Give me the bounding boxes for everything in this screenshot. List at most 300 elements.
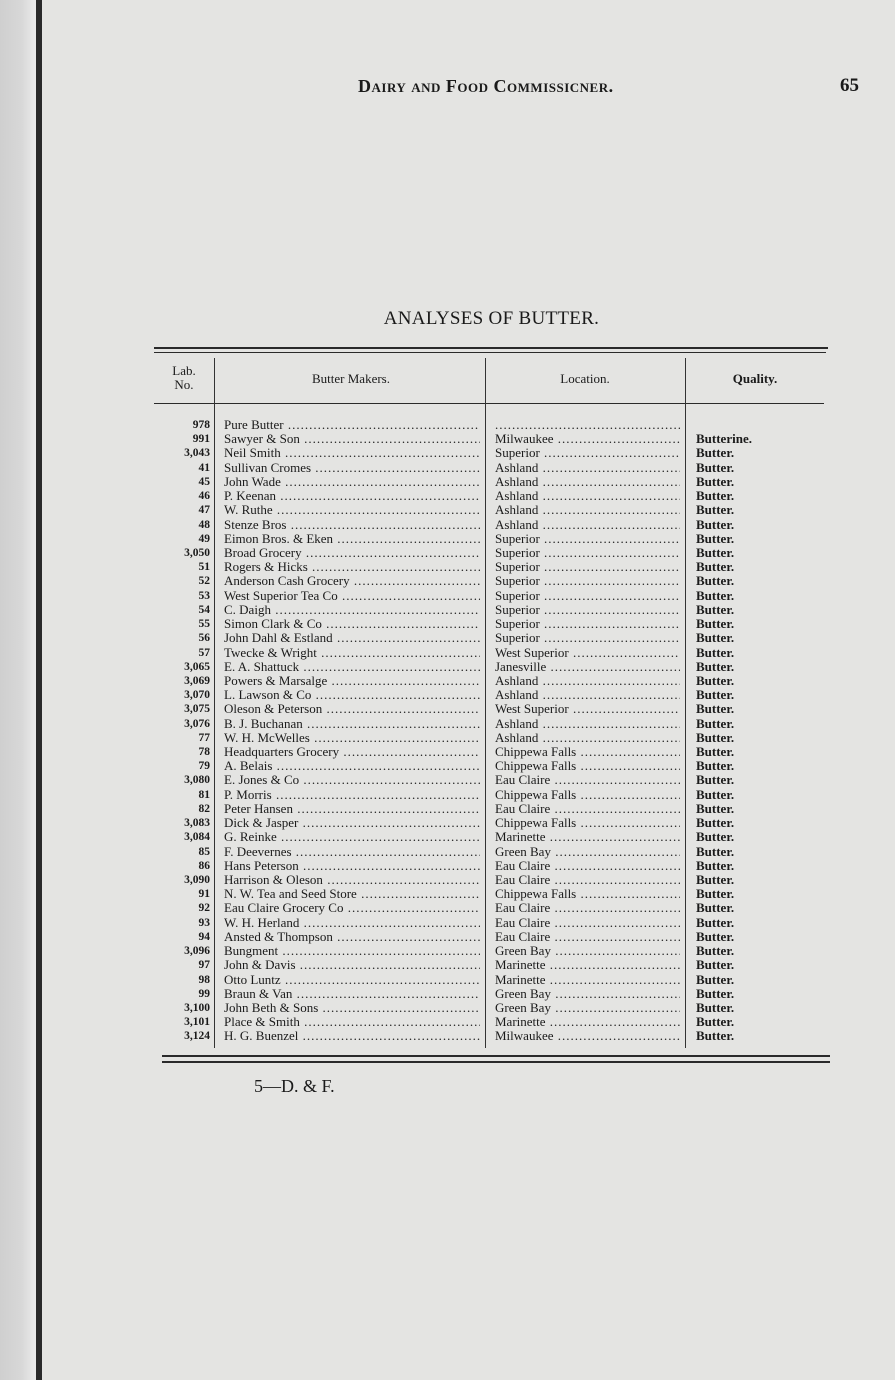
butter-maker-text: Otto Luntz bbox=[224, 972, 281, 987]
butter-maker-cell bbox=[224, 532, 480, 546]
butter-maker-text: Broad Grocery bbox=[224, 545, 302, 560]
location-text: Green Bay bbox=[495, 986, 551, 1001]
column-header-location: Location. bbox=[560, 371, 610, 386]
table-row bbox=[150, 702, 830, 716]
butter-maker-text: John Wade bbox=[224, 474, 281, 489]
location-cell bbox=[495, 475, 680, 489]
butter-maker-text: Headquarters Grocery bbox=[224, 745, 340, 760]
quality-cell: Butter. bbox=[696, 758, 735, 774]
butter-maker-cell bbox=[224, 887, 480, 901]
column-header-lab-no-text: Lab. No. bbox=[172, 363, 196, 392]
lab-number-cell: 3,090 bbox=[184, 874, 210, 886]
butter-maker-text: Oleson & Peterson bbox=[224, 702, 323, 717]
quality-cell: Butter. bbox=[696, 744, 735, 760]
butter-maker-text: F. Deevernes bbox=[224, 844, 292, 859]
quality-cell: Butter. bbox=[696, 488, 735, 504]
butter-maker-cell bbox=[224, 973, 480, 987]
header-bottom-rule bbox=[154, 403, 824, 404]
butter-maker-text: John & Davis bbox=[224, 958, 296, 973]
lab-number-cell: 3,043 bbox=[184, 447, 210, 460]
location-cell bbox=[495, 873, 680, 887]
location-cell bbox=[495, 745, 680, 759]
quality-cell: Butter. bbox=[696, 971, 735, 987]
location-cell bbox=[495, 930, 680, 944]
location-text: Superior bbox=[495, 631, 540, 646]
location-cell bbox=[495, 773, 680, 787]
table-row bbox=[150, 1015, 830, 1029]
lab-number-cell: 3,075 bbox=[184, 703, 210, 716]
table-row bbox=[150, 461, 830, 475]
table-row bbox=[150, 802, 830, 816]
butter-maker-text: Pure Butter bbox=[224, 418, 284, 432]
lab-number-cell: 3,084 bbox=[184, 831, 210, 844]
location-text: Marinette bbox=[495, 830, 546, 845]
butter-maker-text: Dick & Jasper bbox=[224, 816, 299, 831]
quality-cell: Butter. bbox=[696, 658, 735, 674]
butter-maker-cell bbox=[224, 873, 480, 887]
location-cell bbox=[495, 1015, 680, 1029]
table-top-rule-thin bbox=[154, 352, 826, 353]
table-row bbox=[150, 859, 830, 873]
table-row bbox=[150, 674, 830, 688]
location-text: Ashland bbox=[495, 517, 539, 532]
butter-maker-cell bbox=[224, 446, 480, 460]
page-number: 65 bbox=[840, 75, 859, 96]
butter-maker-cell bbox=[224, 916, 480, 930]
location-cell bbox=[495, 1029, 680, 1043]
location-cell bbox=[495, 532, 680, 546]
butter-maker-text: West Superior Tea Co bbox=[224, 588, 338, 603]
butter-maker-text: Peter Hansen bbox=[224, 801, 293, 816]
location-cell bbox=[495, 731, 680, 745]
quality-cell: Butter. bbox=[696, 772, 735, 788]
butter-maker-cell bbox=[224, 418, 480, 432]
table-row bbox=[150, 944, 830, 958]
lab-number-cell: 41 bbox=[198, 461, 210, 474]
butter-maker-cell bbox=[224, 702, 480, 716]
butter-maker-text: W. H. Herland bbox=[224, 915, 300, 930]
location-text: Ashland bbox=[495, 460, 539, 475]
location-text: Eau Claire bbox=[495, 873, 551, 887]
butter-maker-cell bbox=[224, 773, 480, 787]
table-row bbox=[150, 532, 830, 546]
butter-maker-text: Simon Clark & Co bbox=[224, 617, 322, 632]
location-text: Ashland bbox=[495, 474, 539, 489]
location-cell bbox=[495, 674, 680, 688]
table-top-rule bbox=[154, 347, 828, 349]
location-cell bbox=[495, 887, 680, 901]
butter-maker-text: Bungment bbox=[224, 944, 279, 959]
location-cell bbox=[495, 503, 680, 517]
lab-number-cell: 77 bbox=[198, 731, 210, 744]
butter-maker-cell bbox=[224, 489, 480, 503]
quality-cell: Butter. bbox=[696, 601, 735, 617]
butter-maker-cell bbox=[224, 589, 480, 603]
lab-number-cell: 3,050 bbox=[184, 546, 210, 559]
table-row bbox=[150, 759, 830, 773]
quality-cell: Butter. bbox=[696, 999, 735, 1015]
lab-number-cell: 3,100 bbox=[184, 1001, 210, 1014]
table-row bbox=[150, 1029, 830, 1043]
table-row bbox=[150, 518, 830, 532]
butter-maker-cell bbox=[224, 503, 480, 517]
quality-cell: Butter. bbox=[696, 715, 735, 731]
butter-maker-cell bbox=[224, 688, 480, 702]
butter-maker-cell bbox=[224, 546, 480, 560]
butter-maker-text: Sawyer & Son bbox=[224, 432, 300, 447]
table-row bbox=[150, 432, 830, 446]
lab-number-cell: 48 bbox=[198, 518, 210, 531]
butter-maker-cell bbox=[224, 674, 480, 688]
location-cell bbox=[495, 589, 680, 603]
table-row bbox=[150, 916, 830, 930]
table-row bbox=[150, 603, 830, 617]
location-text: Green Bay bbox=[495, 1000, 551, 1015]
quality-cell: Butter. bbox=[696, 886, 735, 902]
column-header-quality: Quality. bbox=[732, 371, 778, 386]
location-text: Ashland bbox=[495, 730, 539, 745]
location-cell bbox=[495, 660, 680, 674]
lab-number-cell: 53 bbox=[198, 589, 210, 602]
location-cell bbox=[495, 973, 680, 987]
location-text: Superior bbox=[495, 531, 540, 546]
location-text: Superior bbox=[495, 588, 540, 603]
location-text: Superior bbox=[495, 545, 540, 560]
lab-number-cell: 46 bbox=[198, 490, 210, 503]
butter-maker-text: W. Ruthe bbox=[224, 503, 273, 518]
quality-cell: Butter. bbox=[696, 672, 735, 688]
quality-cell: Butter. bbox=[696, 544, 735, 560]
lab-number-cell: 82 bbox=[198, 802, 210, 815]
butter-maker-text: Ansted & Thompson bbox=[224, 929, 333, 944]
table-row bbox=[150, 930, 830, 944]
butter-maker-text: E. Jones & Co bbox=[224, 773, 300, 788]
table-row bbox=[150, 688, 830, 702]
quality-cell: Butter. bbox=[696, 630, 735, 646]
location-cell bbox=[495, 901, 680, 915]
quality-cell: Butter. bbox=[696, 573, 735, 589]
location-cell bbox=[495, 631, 680, 645]
butter-maker-cell bbox=[224, 745, 480, 759]
location-text: Chippewa Falls bbox=[495, 787, 577, 802]
quality-cell: Butter. bbox=[696, 872, 735, 887]
location-cell bbox=[495, 702, 680, 716]
table-row bbox=[150, 973, 830, 987]
quality-cell: Butter. bbox=[696, 559, 735, 575]
butter-maker-text: E. A. Shattuck bbox=[224, 659, 300, 674]
lab-number-cell: 91 bbox=[198, 888, 210, 901]
location-text: Janesville bbox=[495, 659, 547, 674]
butter-maker-text: Powers & Marsalge bbox=[224, 673, 328, 688]
location-text: West Superior bbox=[495, 702, 569, 717]
location-cell bbox=[495, 759, 680, 773]
butter-maker-text: Neil Smith bbox=[224, 446, 281, 461]
quality-cell: Butter. bbox=[696, 729, 735, 745]
lab-number-cell: 92 bbox=[198, 902, 210, 915]
quality-cell: Butter. bbox=[696, 815, 735, 831]
location-text: Eau Claire bbox=[495, 773, 551, 788]
lab-number-cell: 47 bbox=[198, 504, 210, 517]
quality-cell: Butterine. bbox=[696, 431, 752, 447]
table-row bbox=[150, 987, 830, 1001]
lab-number-cell: 3,069 bbox=[184, 674, 210, 687]
lab-number-cell: 3,101 bbox=[184, 1016, 210, 1029]
location-text: Superior bbox=[495, 446, 540, 461]
location-text: Green Bay bbox=[495, 844, 551, 859]
butter-maker-text: L. Lawson & Co bbox=[224, 688, 312, 703]
location-cell bbox=[495, 944, 680, 958]
butter-maker-text: John Dahl & Estland bbox=[224, 631, 333, 646]
butter-maker-cell bbox=[224, 816, 480, 830]
location-text: Milwaukee bbox=[495, 432, 554, 447]
quality-cell: Butter. bbox=[696, 843, 735, 859]
butter-maker-cell bbox=[224, 717, 480, 731]
location-cell bbox=[495, 816, 680, 830]
location-cell bbox=[495, 489, 680, 503]
quality-cell: Butter. bbox=[696, 616, 735, 632]
location-cell bbox=[495, 717, 680, 731]
location-text: Eau Claire bbox=[495, 929, 551, 944]
location-text: Ashland bbox=[495, 673, 539, 688]
location-text: Chippewa Falls bbox=[495, 759, 577, 774]
butter-maker-text: C. Daigh bbox=[224, 602, 271, 617]
signature-mark: 5—D. & F. bbox=[254, 1076, 335, 1096]
butter-maker-cell bbox=[224, 830, 480, 844]
location-cell bbox=[495, 646, 680, 660]
butter-maker-cell bbox=[224, 944, 480, 958]
butter-maker-cell bbox=[224, 1029, 480, 1043]
location-cell bbox=[495, 461, 680, 475]
butter-maker-text: P. Keenan bbox=[224, 489, 276, 504]
butter-maker-cell bbox=[224, 660, 480, 674]
table-row bbox=[150, 745, 830, 759]
butter-maker-cell bbox=[224, 574, 480, 588]
butter-maker-cell bbox=[224, 1001, 480, 1015]
location-text: Eau Claire bbox=[495, 901, 551, 916]
butter-maker-text: Braun & Van bbox=[224, 986, 293, 1001]
butter-maker-cell bbox=[224, 901, 480, 915]
butter-maker-text: H. G. Buenzel bbox=[224, 1029, 299, 1044]
butter-maker-cell bbox=[224, 731, 480, 745]
butter-maker-cell bbox=[224, 845, 480, 859]
quality-cell: Butter. bbox=[696, 1028, 735, 1044]
running-head: Dairy and Food Commissicner. bbox=[358, 76, 614, 96]
quality-cell: Butter. bbox=[696, 985, 735, 1001]
table-row bbox=[150, 816, 830, 830]
lab-number-cell: 49 bbox=[198, 532, 210, 545]
lab-number-cell: 85 bbox=[198, 845, 210, 858]
lab-number-cell: 94 bbox=[198, 930, 210, 943]
quality-cell: Butter. bbox=[696, 445, 735, 461]
quality-cell: Butter. bbox=[696, 473, 735, 489]
butter-maker-text: B. J. Buchanan bbox=[224, 716, 303, 731]
butter-maker-text: N. W. Tea and Seed Store bbox=[224, 887, 357, 902]
column-header-maker: Butter Makers. bbox=[312, 371, 390, 386]
quality-cell: Butter. bbox=[696, 530, 735, 546]
location-text: Green Bay bbox=[495, 944, 551, 959]
quality-cell: Butter. bbox=[696, 502, 735, 518]
butter-maker-cell bbox=[224, 631, 480, 645]
location-text: Ashland bbox=[495, 503, 539, 518]
table-row bbox=[150, 503, 830, 517]
location-text: Eau Claire bbox=[495, 915, 551, 930]
lab-number-cell: 3,096 bbox=[184, 945, 210, 958]
butter-analyses-table bbox=[150, 418, 830, 1044]
butter-maker-text: A. Belais bbox=[224, 759, 273, 774]
butter-maker-text: John Beth & Sons bbox=[224, 1000, 319, 1015]
table-row bbox=[150, 901, 830, 915]
table-row bbox=[150, 589, 830, 603]
location-cell bbox=[495, 830, 680, 844]
lab-number-cell: 3,083 bbox=[184, 817, 210, 830]
location-text: Eau Claire bbox=[495, 858, 551, 873]
lab-number-cell: 57 bbox=[198, 646, 210, 659]
location-cell bbox=[495, 432, 680, 446]
table-row bbox=[150, 646, 830, 660]
lab-number-cell: 52 bbox=[198, 575, 210, 588]
table-row bbox=[150, 887, 830, 901]
table-row bbox=[150, 574, 830, 588]
location-text: Superior bbox=[495, 602, 540, 617]
lab-number-cell: 81 bbox=[198, 788, 210, 801]
location-cell bbox=[495, 574, 680, 588]
butter-maker-text: Rogers & Hicks bbox=[224, 560, 308, 575]
lab-number-cell: 93 bbox=[198, 916, 210, 929]
location-text: Chippewa Falls bbox=[495, 887, 577, 902]
table-row bbox=[150, 788, 830, 802]
butter-maker-cell bbox=[224, 802, 480, 816]
location-cell bbox=[495, 916, 680, 930]
location-cell bbox=[495, 617, 680, 631]
location-cell bbox=[495, 603, 680, 617]
lab-number-cell: 978 bbox=[192, 419, 210, 431]
quality-cell: Butter. bbox=[696, 701, 735, 717]
location-text: Superior bbox=[495, 560, 540, 575]
butter-maker-text: G. Reinke bbox=[224, 830, 277, 845]
butter-maker-text: Anderson Cash Grocery bbox=[224, 574, 350, 589]
location-text: Superior bbox=[495, 574, 540, 589]
butter-maker-cell bbox=[224, 617, 480, 631]
quality-cell: Butter. bbox=[696, 1014, 735, 1030]
butter-maker-cell bbox=[224, 475, 480, 489]
lab-number-cell: 99 bbox=[198, 987, 210, 1000]
butter-maker-cell bbox=[224, 560, 480, 574]
lab-number-cell: 3,065 bbox=[184, 660, 210, 673]
quality-cell: Butter. bbox=[696, 687, 735, 703]
table-title: ANALYSES OF BUTTER. bbox=[383, 308, 600, 329]
lab-number-cell: 78 bbox=[198, 746, 210, 759]
quality-cell: Butter. bbox=[696, 644, 735, 660]
butter-maker-cell bbox=[224, 432, 480, 446]
quality-cell: Butter. bbox=[696, 829, 735, 845]
lab-number-cell: 97 bbox=[198, 959, 210, 972]
table-row bbox=[150, 830, 830, 844]
quality-cell: Butter. bbox=[696, 900, 735, 916]
butter-maker-text: Stenze Bros bbox=[224, 517, 287, 532]
butter-maker-cell bbox=[224, 759, 480, 773]
location-text: Ashland bbox=[495, 716, 539, 731]
quality-cell: Butter. bbox=[696, 914, 735, 930]
quality-cell: Butter. bbox=[696, 943, 735, 959]
table-row bbox=[150, 717, 830, 731]
lab-number-cell: 3,080 bbox=[184, 774, 210, 787]
lab-number-cell: 79 bbox=[198, 760, 210, 773]
table-row bbox=[150, 958, 830, 972]
location-cell bbox=[495, 845, 680, 859]
butter-maker-cell bbox=[224, 646, 480, 660]
butter-maker-cell bbox=[224, 518, 480, 532]
butter-maker-text: Eimon Bros. & Eken bbox=[224, 531, 334, 546]
butter-maker-cell bbox=[224, 788, 480, 802]
location-text: Ashland bbox=[495, 489, 539, 504]
butter-maker-cell bbox=[224, 603, 480, 617]
table-row bbox=[150, 489, 830, 503]
location-cell bbox=[495, 987, 680, 1001]
quality-cell: Butter. bbox=[696, 587, 735, 603]
butter-maker-text: Harrison & Oleson bbox=[224, 873, 323, 887]
butter-maker-text: Twecke & Wright bbox=[224, 645, 317, 660]
location-cell bbox=[495, 560, 680, 574]
location-cell bbox=[495, 688, 680, 702]
location-text: Marinette bbox=[495, 972, 546, 987]
table-row bbox=[150, 418, 830, 432]
location-cell bbox=[495, 859, 680, 873]
butter-maker-cell bbox=[224, 987, 480, 1001]
lab-number-cell: 51 bbox=[198, 561, 210, 574]
butter-maker-text: Eau Claire Grocery Co bbox=[224, 901, 344, 916]
lab-number-cell: 3,124 bbox=[184, 1030, 210, 1043]
lab-number-cell: 98 bbox=[198, 973, 210, 986]
quality-cell: Butter. bbox=[696, 957, 735, 973]
butter-maker-cell bbox=[224, 1015, 480, 1029]
quality-cell: Butter. bbox=[696, 786, 735, 802]
butter-maker-cell bbox=[224, 859, 480, 873]
quality-cell: Butter. bbox=[696, 516, 735, 532]
lab-number-cell: 3,076 bbox=[184, 717, 210, 730]
butter-maker-text: P. Morris bbox=[224, 787, 272, 802]
page-binding-edge bbox=[0, 0, 36, 1380]
lab-number-cell: 3,070 bbox=[184, 689, 210, 702]
table-row bbox=[150, 773, 830, 787]
location-cell bbox=[495, 546, 680, 560]
location-text: Milwaukee bbox=[495, 1029, 554, 1044]
quality-cell: Butter. bbox=[696, 459, 735, 475]
location-cell bbox=[495, 446, 680, 460]
table-row bbox=[150, 660, 830, 674]
location-text: Superior bbox=[495, 617, 540, 632]
location-text: Chippewa Falls bbox=[495, 745, 577, 760]
table-row bbox=[150, 446, 830, 460]
location-cell bbox=[495, 1001, 680, 1015]
lab-number-cell: 56 bbox=[198, 632, 210, 645]
butter-maker-text: Hans Peterson bbox=[224, 858, 299, 873]
table-row bbox=[150, 560, 830, 574]
location-text: Eau Claire bbox=[495, 801, 551, 816]
table-row bbox=[150, 1001, 830, 1015]
location-cell bbox=[495, 788, 680, 802]
table-row bbox=[150, 873, 830, 887]
quality-cell: Butter. bbox=[696, 928, 735, 944]
butter-maker-cell bbox=[224, 930, 480, 944]
butter-maker-text: W. H. McWelles bbox=[224, 730, 310, 745]
table-bottom-rule-thin bbox=[162, 1061, 830, 1063]
table-row bbox=[150, 617, 830, 631]
quality-cell: Butter. bbox=[696, 800, 735, 816]
location-cell bbox=[495, 518, 680, 532]
table-row bbox=[150, 546, 830, 560]
lab-number-cell: 45 bbox=[198, 475, 210, 488]
butter-maker-text: Place & Smith bbox=[224, 1015, 300, 1030]
